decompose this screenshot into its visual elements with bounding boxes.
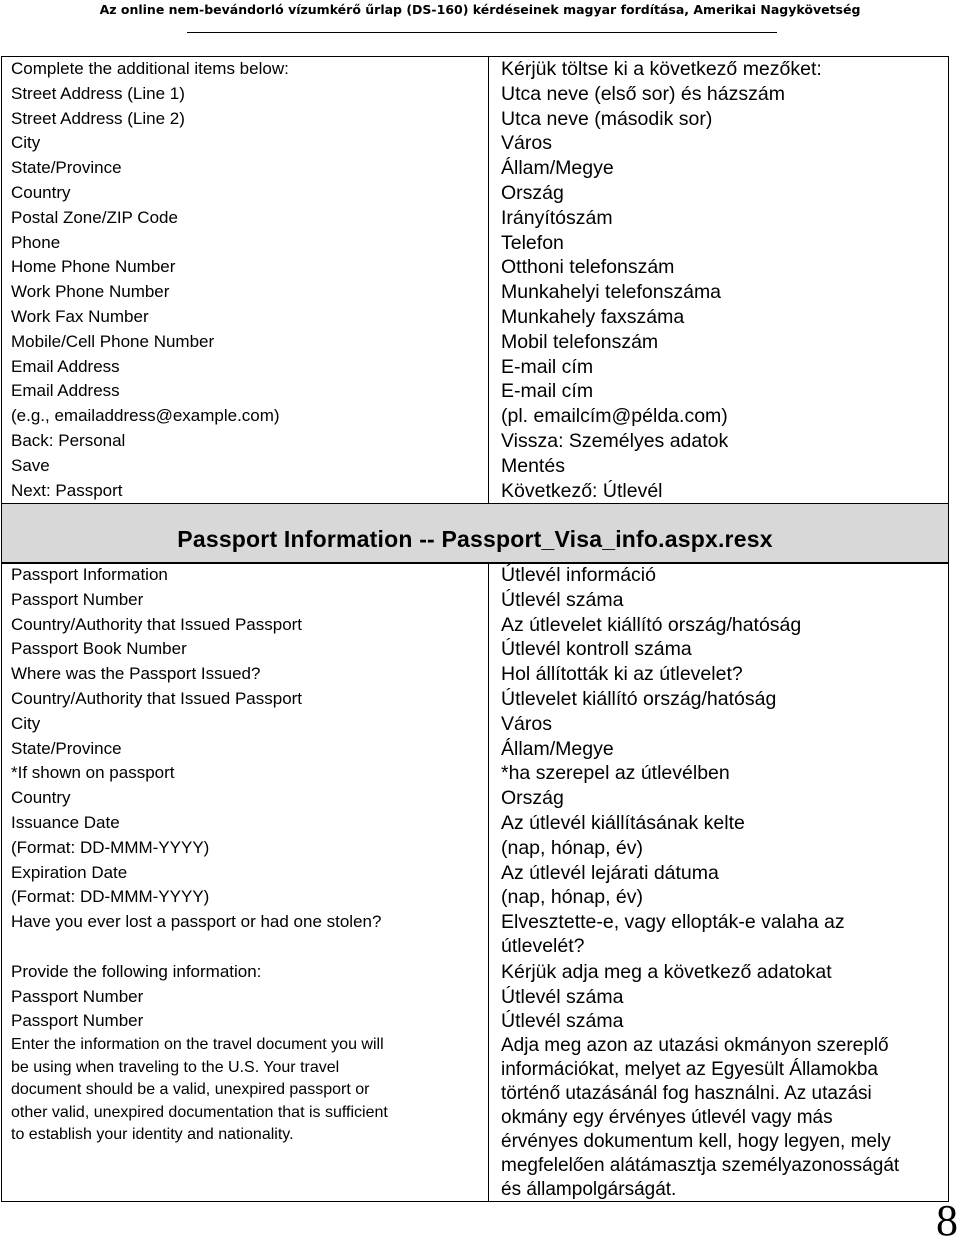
label-hu: Útlevelet kiállító ország/hatóság <box>501 687 777 710</box>
label-en: Work Phone Number <box>11 282 170 302</box>
label-hu: Kérjük töltse ki a következő mezőket: <box>501 58 822 80</box>
label-hu: Állam/Megye <box>501 737 614 760</box>
label-en: Postal Zone/ZIP Code <box>11 207 178 227</box>
label-hu: Az útlevél lejárati dátuma <box>501 861 719 884</box>
paragraph-line-hu: Adja meg azon az utazási okmányon szereplő <box>501 1035 889 1057</box>
paragraph-line-hu: és állampolgárságát. <box>501 1179 677 1201</box>
english-column <box>11 57 481 503</box>
label-hu: *ha szerepel az útlevélben <box>501 762 730 785</box>
label-hu: Következő: Útlevél <box>501 479 663 502</box>
label-en: Issuance Date <box>11 812 120 832</box>
label-en: Save <box>11 455 50 475</box>
label-hu: Útlevél száma <box>501 1010 624 1033</box>
label-hu: Az útlevél kiállításának kelte <box>501 811 745 834</box>
contact-table <box>1 56 949 505</box>
label-hu: Mentés <box>501 454 565 477</box>
paragraph-line-hu: okmány egy érvényes útlevél vagy más <box>501 1107 833 1129</box>
label-hu: Vissza: Személyes adatok <box>501 429 729 452</box>
label-hu: Útlevél száma <box>501 588 624 611</box>
paragraph-line-en: document should be a valid, unexpired passport or <box>11 1081 370 1099</box>
label-en: Back: Personal <box>11 430 126 450</box>
label-hu: Otthoni telefonszám <box>501 256 675 279</box>
paragraph-line-hu: információkat, melyet az Egyesült Államokba <box>501 1059 878 1081</box>
label-en: Passport Number <box>11 1011 144 1031</box>
label-hu: E-mail cím <box>501 380 594 403</box>
header-rule <box>187 32 777 33</box>
label-en: Work Fax Number <box>11 306 149 326</box>
label-hu: Hol állították ki az útlevelet? <box>501 663 743 686</box>
label-hu: Mobil telefonszám <box>501 330 659 353</box>
label-hu: Város <box>501 712 552 735</box>
label-en: Have you ever lost a passport or had one stolen? <box>11 912 382 932</box>
label-hu: Útlevél kontroll száma <box>501 638 692 661</box>
paragraph-line-en: other valid, unexpired documentation that is sufficient <box>11 1103 388 1121</box>
label-en: Country/Authority that Issued Passport <box>11 614 303 634</box>
label-hu: Utca neve (első sor) és házszám <box>501 82 785 105</box>
label-en: *If shown on passport <box>11 763 175 783</box>
label-en: Phone <box>11 232 61 252</box>
label-hu: Elvesztette-e, vagy ellopták-e valaha az <box>501 911 845 934</box>
label-hu: Állam/Megye <box>501 157 614 180</box>
label-en: Home Phone Number <box>11 257 176 277</box>
label-hu: Munkahely faxszáma <box>501 305 685 328</box>
section-title: Passport Information -- Passport_Visa_info.aspx.resx <box>177 526 773 552</box>
label-en: Street Address (Line 2) <box>11 108 185 128</box>
label-en: Country/Authority that Issued Passport <box>11 688 303 708</box>
label-en: Passport Information <box>11 565 168 584</box>
label-en: Provide the following information: <box>11 961 262 981</box>
label-hu: Kérjük adja meg a következő adatokat <box>501 960 832 983</box>
paragraph-line-hu: történő utazásánál fog használni. Az utazási <box>501 1083 872 1105</box>
label-hu: Irányítószám <box>501 206 613 229</box>
document-header: Az online nem-bevándorló vízumkérő űrlap (DS-160) kérdéseinek magyar fordítása, Amerikai Nagykövetség <box>99 2 861 17</box>
page-number: 8 <box>936 1196 958 1245</box>
label-en: (Format: DD-MMM-YYYY) <box>11 887 210 907</box>
label-en: State/Province <box>11 738 122 758</box>
label-en: Passport Number <box>11 589 144 609</box>
label-en: Passport Book Number <box>11 639 187 659</box>
label-hu: E-mail cím <box>501 355 594 378</box>
label-hu: Ország <box>501 181 564 204</box>
passport-table <box>1 562 949 1202</box>
label-en: Passport Number <box>11 986 144 1006</box>
label-en: (e.g., emailaddress@example.com) <box>11 406 280 426</box>
label-hu: (nap, hónap, év) <box>501 886 644 909</box>
label-en: (Format: DD-MMM-YYYY) <box>11 837 210 857</box>
paragraph-line-en: be using when traveling to the U.S. Your travel <box>11 1058 340 1076</box>
label-hu: Telefon <box>501 231 564 254</box>
label-en: Country <box>11 788 71 808</box>
label-en: Email Address <box>11 356 120 376</box>
label-hu: Útlevél száma <box>501 985 624 1008</box>
label-hu: Az útlevelet kiállító ország/hatóság <box>501 613 802 636</box>
label-en: Country <box>11 182 71 202</box>
hungarian-column <box>501 563 941 1202</box>
paragraph-line-hu: megfelelően alátámasztja személyazonosságát <box>501 1155 900 1177</box>
hungarian-column <box>501 57 941 503</box>
label-hu: Munkahelyi telefonszáma <box>501 281 722 304</box>
label-hu: útlevelét? <box>501 935 585 958</box>
label-en: City <box>11 713 41 733</box>
label-en: Next: Passport <box>11 480 123 500</box>
label-en: Where was the Passport Issued? <box>11 664 261 684</box>
label-en: City <box>11 133 41 153</box>
column-divider <box>488 563 489 1201</box>
column-divider <box>488 57 489 504</box>
label-en: State/Province <box>11 158 122 178</box>
label-hu: Város <box>501 132 552 155</box>
english-column <box>11 563 481 1147</box>
label-hu: Ország <box>501 787 564 810</box>
label-en: Mobile/Cell Phone Number <box>11 331 215 351</box>
label-en: Complete the additional items below: <box>11 59 289 78</box>
label-en: Expiration Date <box>11 862 128 882</box>
paragraph-line-hu: érvényes dokumentum kell, hogy legyen, mely <box>501 1131 891 1153</box>
label-en: Street Address (Line 1) <box>11 83 185 103</box>
label-hu: (pl. emailcím@példa.com) <box>501 405 728 428</box>
paragraph-line-en: Enter the information on the travel document you will <box>11 1036 384 1054</box>
label-hu: (nap, hónap, év) <box>501 836 644 859</box>
paragraph-line-en: to establish your identity and nationality. <box>11 1126 294 1144</box>
label-hu: Útlevél információ <box>501 564 656 586</box>
label-en: Email Address <box>11 381 120 401</box>
label-hu: Utca neve (második sor) <box>501 107 713 130</box>
section-banner <box>1 503 949 564</box>
